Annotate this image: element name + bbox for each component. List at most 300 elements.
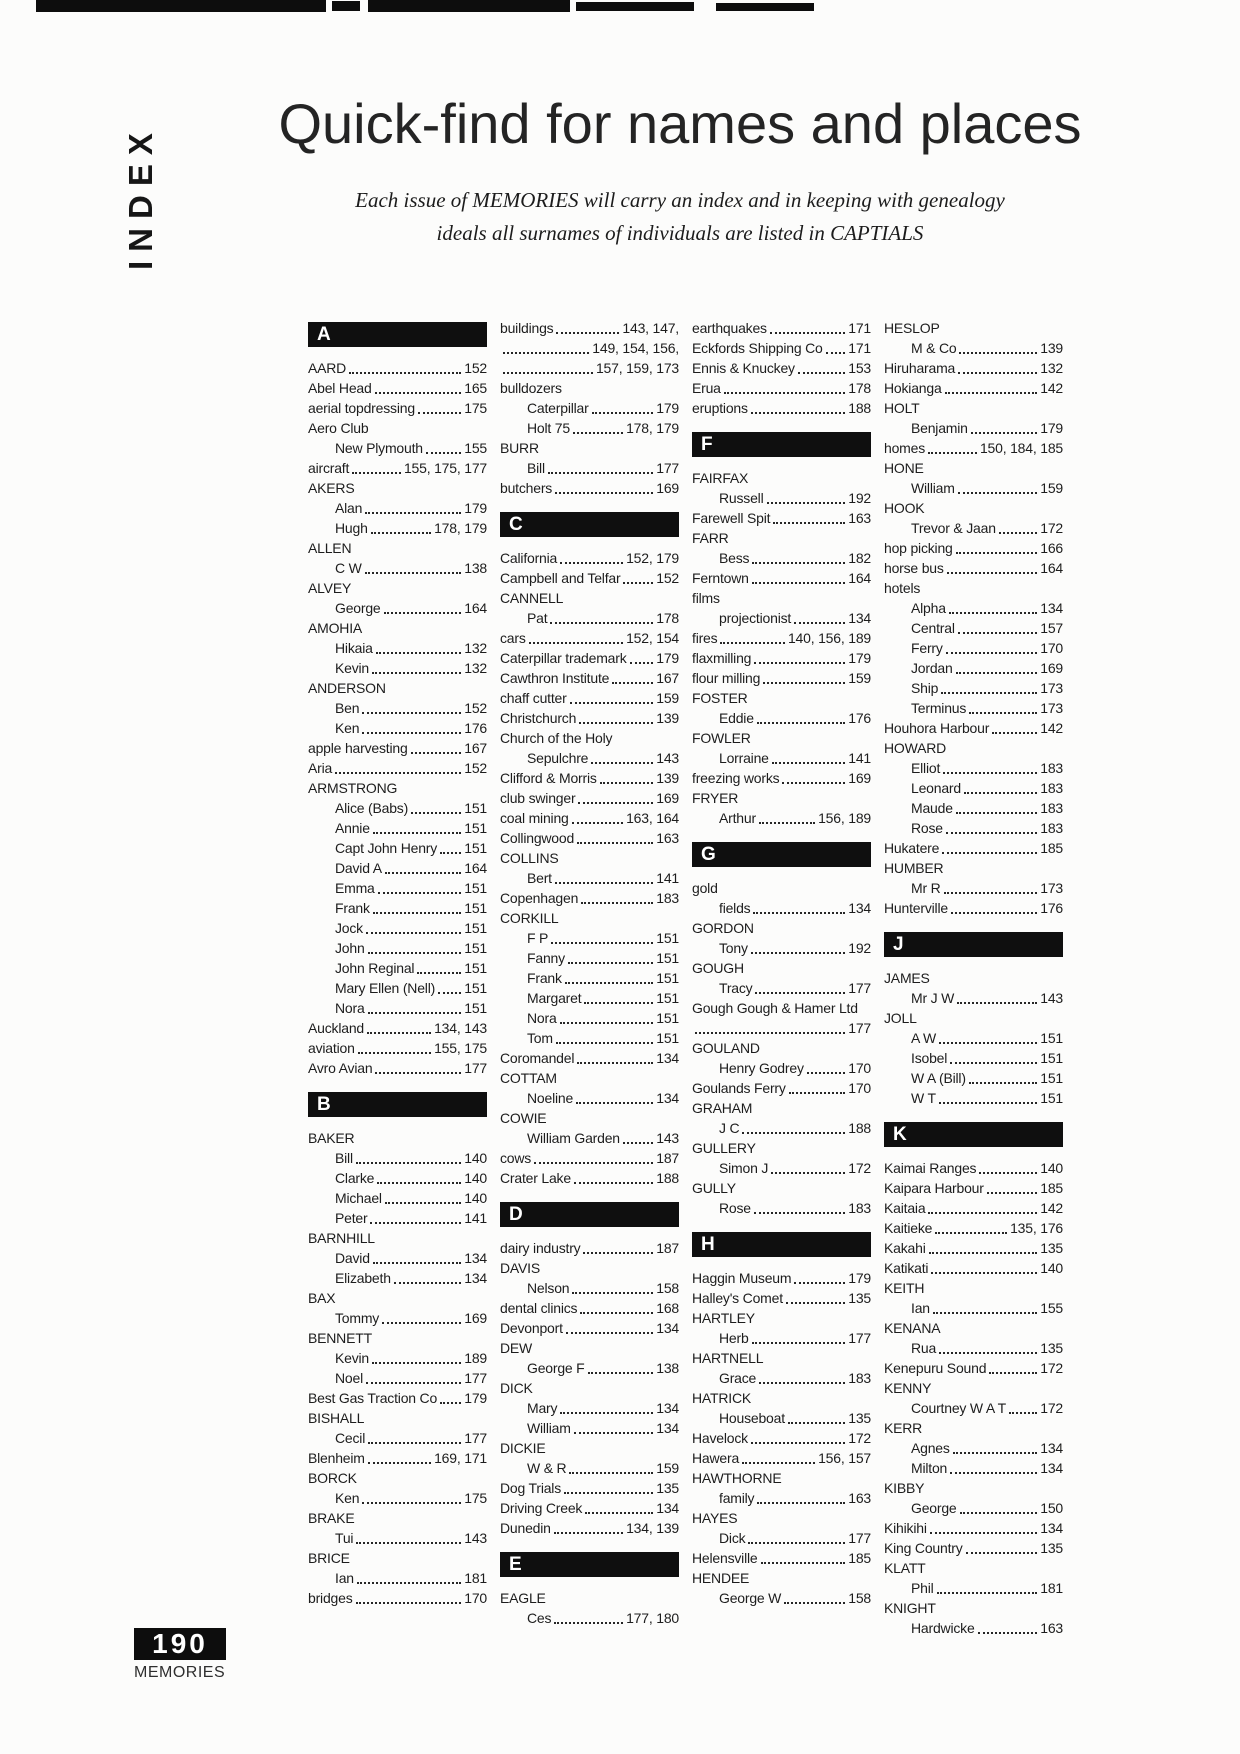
entry-pages: 178	[656, 610, 679, 626]
dot-leader	[928, 1212, 1037, 1214]
entry-label: Best Gas Traction Co	[308, 1390, 438, 1406]
dot-leader	[807, 1072, 845, 1074]
index-entry	[500, 1378, 679, 1398]
entry-pages: 134	[464, 1250, 487, 1266]
entry-pages: 138	[464, 560, 487, 576]
entry-pages: 178	[848, 380, 871, 396]
entry-label: hotels	[884, 580, 921, 596]
entry-pages: 163, 164	[626, 810, 679, 826]
index-entry	[884, 1598, 1063, 1618]
index-column	[308, 318, 487, 1638]
dot-leader	[503, 372, 593, 374]
entry-label: ARMSTRONG	[308, 780, 398, 796]
entry-pages: 179	[848, 1270, 871, 1286]
entry-pages: 168	[656, 1300, 679, 1316]
dot-leader	[794, 1282, 845, 1284]
entry-label: Herb	[719, 1330, 749, 1346]
entry-label: HOOK	[884, 500, 925, 516]
entry-pages: 179	[656, 650, 679, 666]
index-entry	[692, 878, 871, 898]
index-entry	[308, 558, 487, 578]
dot-leader	[588, 1372, 654, 1374]
entry-label: ALLEN	[308, 540, 352, 556]
index-entry	[500, 1458, 679, 1478]
index-entry	[884, 1358, 1063, 1378]
entry-pages: 188	[848, 1120, 871, 1136]
dot-leader	[373, 912, 461, 914]
index-entry	[884, 558, 1063, 578]
entry-label: Hikaia	[335, 640, 373, 656]
index-entry	[884, 598, 1063, 618]
dot-leader	[930, 1532, 1037, 1534]
index-entry	[500, 548, 679, 568]
index-entry	[692, 338, 871, 358]
entry-label: Kakahi	[884, 1240, 926, 1256]
index-entry	[308, 678, 487, 698]
index-entry	[500, 728, 679, 748]
entry-label: Rua	[911, 1340, 937, 1356]
index-entry	[500, 748, 679, 768]
entry-label: Bill	[527, 460, 545, 476]
index-entry	[692, 378, 871, 398]
entry-pages: 170	[1040, 640, 1063, 656]
entry-pages: 135	[848, 1290, 871, 1306]
section-header-a	[308, 322, 487, 347]
entry-pages: 134	[848, 900, 871, 916]
subtitle-line-2: ideals all surnames of individuals are listed in CAPTIALS	[436, 221, 924, 245]
entry-label: John Reginal	[335, 960, 415, 976]
entry-label: DAVIS	[500, 1260, 540, 1276]
dot-leader	[1009, 1412, 1037, 1414]
entry-pages: 158	[848, 1590, 871, 1606]
index-entry	[500, 648, 679, 668]
index-entry	[884, 1238, 1063, 1258]
index-entry	[500, 1148, 679, 1168]
index-entry	[692, 1408, 871, 1428]
dot-leader	[376, 652, 462, 654]
entry-pages: 132	[464, 640, 487, 656]
entry-label: HONE	[884, 460, 924, 476]
entry-pages: 179	[848, 650, 871, 666]
entry-label: homes	[884, 440, 926, 456]
index-entry	[884, 538, 1063, 558]
entry-label: Annie	[335, 820, 370, 836]
entry-label: BRAKE	[308, 1510, 355, 1526]
entry-pages: 176	[464, 720, 487, 736]
dot-leader	[761, 1562, 846, 1564]
dot-leader	[440, 852, 461, 854]
index-entry	[308, 1248, 487, 1268]
dot-leader	[378, 892, 462, 894]
index-entry	[884, 1158, 1063, 1178]
entry-pages: 155, 175, 177	[403, 460, 487, 476]
entry-label: Tracy	[719, 980, 753, 996]
entry-pages: 159	[656, 1460, 679, 1476]
dot-leader	[969, 712, 1037, 714]
dot-leader	[572, 822, 623, 824]
page-subtitle	[240, 184, 1120, 250]
top-decoration-bar	[716, 3, 814, 11]
index-entry	[500, 1498, 679, 1518]
index-entry	[884, 398, 1063, 418]
index-entry	[692, 1078, 871, 1098]
entry-pages: 152	[464, 700, 487, 716]
entry-label: AARD	[308, 360, 347, 376]
dot-leader	[939, 1042, 1037, 1044]
entry-pages: 178, 179	[434, 520, 487, 536]
index-entry	[692, 1098, 871, 1118]
index-entry	[500, 358, 679, 378]
entry-pages: 164	[464, 600, 487, 616]
entry-label: JAMES	[884, 970, 930, 986]
entry-pages: 135, 176	[1010, 1220, 1063, 1236]
dot-leader	[534, 1162, 653, 1164]
entry-pages: 151	[1040, 1090, 1063, 1106]
entry-label: Pat	[527, 610, 548, 626]
entry-label: Eddie	[719, 710, 754, 726]
entry-label: ANDERSON	[308, 680, 386, 696]
entry-pages: 151	[1040, 1030, 1063, 1046]
index-entry	[692, 1528, 871, 1548]
dot-leader	[375, 392, 462, 394]
index-entry	[500, 828, 679, 848]
dot-leader	[382, 1322, 461, 1324]
dot-leader	[786, 1302, 845, 1304]
index-entry	[692, 1018, 871, 1038]
index-entry	[692, 1138, 871, 1158]
index-entry	[692, 1348, 871, 1368]
entry-pages: 135	[656, 1480, 679, 1496]
dot-leader	[742, 1132, 845, 1134]
entry-pages: 177	[464, 1430, 487, 1446]
entry-pages: 139	[656, 710, 679, 726]
entry-pages: 163	[1040, 1620, 1063, 1636]
dot-leader	[978, 1632, 1038, 1634]
dot-leader	[950, 1062, 1037, 1064]
dot-leader	[600, 782, 654, 784]
entry-pages: 151	[464, 940, 487, 956]
entry-label: Michael	[335, 1190, 382, 1206]
index-entry	[884, 1218, 1063, 1238]
section-header-c	[500, 512, 679, 537]
entry-pages: 157	[1040, 620, 1063, 636]
index-entry	[884, 1478, 1063, 1498]
entry-label: DICKIE	[500, 1440, 546, 1456]
entry-pages: 155	[1040, 1300, 1063, 1316]
dot-leader	[949, 612, 1037, 614]
entry-label: AMOHIA	[308, 620, 363, 636]
index-entry	[308, 1168, 487, 1188]
index-entry	[500, 1258, 679, 1278]
index-entry	[884, 778, 1063, 798]
dot-leader	[960, 1512, 1038, 1514]
index-entry	[884, 898, 1063, 918]
index-entry	[692, 548, 871, 568]
dot-leader	[969, 1082, 1037, 1084]
index-entry	[884, 358, 1063, 378]
section-header-h	[692, 1232, 871, 1257]
entry-label: F P	[527, 930, 549, 946]
dot-leader	[375, 1072, 461, 1074]
entry-pages: 171	[848, 340, 871, 356]
entry-pages: 134	[656, 1500, 679, 1516]
index-entry	[500, 708, 679, 728]
index-entry	[692, 808, 871, 828]
dot-leader	[941, 692, 1037, 694]
entry-label: Clifford & Morris	[500, 770, 597, 786]
dot-leader	[585, 1512, 653, 1514]
dot-leader	[953, 1452, 1038, 1454]
entry-pages: 140	[464, 1150, 487, 1166]
index-entry	[500, 1608, 679, 1628]
index-entry	[692, 958, 871, 978]
index-entry	[308, 1508, 487, 1528]
index-entry	[308, 1408, 487, 1428]
entry-pages: 185	[848, 1550, 871, 1566]
index-entry	[884, 1198, 1063, 1218]
index-entry	[308, 1208, 487, 1228]
entry-label: BISHALL	[308, 1410, 365, 1426]
index-entry	[308, 1038, 487, 1058]
index-entry	[884, 1418, 1063, 1438]
entry-pages: 151	[464, 920, 487, 936]
entry-pages: 140	[1040, 1260, 1063, 1276]
index-entry	[308, 858, 487, 878]
entry-label: HAYES	[692, 1510, 738, 1526]
index-entry	[692, 728, 871, 748]
dot-leader	[551, 942, 653, 944]
entry-label: KEITH	[884, 1280, 925, 1296]
index-entry	[692, 788, 871, 808]
dot-leader	[999, 532, 1037, 534]
entry-label: Tony	[719, 940, 748, 956]
dot-leader	[555, 882, 653, 884]
dot-leader	[971, 432, 1037, 434]
dot-leader	[695, 1032, 845, 1034]
entry-label: projectionist	[719, 610, 792, 626]
dot-leader	[623, 582, 653, 584]
entry-label: George W	[719, 1590, 782, 1606]
entry-label: Jordan	[911, 660, 953, 676]
entry-pages: 143, 147,	[622, 320, 679, 336]
section-letter: C	[509, 513, 524, 535]
entry-label: W & R	[527, 1460, 567, 1476]
index-entry	[884, 1618, 1063, 1638]
index-entry	[692, 468, 871, 488]
entry-pages: 155, 175	[434, 1040, 487, 1056]
entry-label: George	[335, 600, 381, 616]
index-entry	[500, 1238, 679, 1258]
entry-label: GOUGH	[692, 960, 744, 976]
entry-label: Maude	[911, 800, 953, 816]
entry-pages: 143	[464, 1530, 487, 1546]
entry-label: Fanny	[527, 950, 565, 966]
index-entry	[884, 338, 1063, 358]
dot-leader	[623, 1142, 653, 1144]
dot-leader	[724, 392, 845, 394]
entry-label: Campbell and Telfar	[500, 570, 621, 586]
entry-pages: 152	[656, 570, 679, 586]
dot-leader	[578, 802, 653, 804]
index-columns	[308, 318, 1064, 1638]
entry-pages: 143	[656, 1130, 679, 1146]
entry-pages: 177	[464, 1060, 487, 1076]
index-entry	[308, 1588, 487, 1608]
entry-label: Russell	[719, 490, 764, 506]
index-entry	[308, 818, 487, 838]
index-entry	[308, 718, 487, 738]
page-footer	[134, 1628, 254, 1682]
entry-label: George	[911, 1500, 957, 1516]
entry-pages: 151	[464, 800, 487, 816]
index-entry	[308, 638, 487, 658]
index-entry	[692, 1308, 871, 1328]
entry-pages: 164	[464, 860, 487, 876]
entry-label: BENNETT	[308, 1330, 372, 1346]
dot-leader	[368, 952, 462, 954]
magazine-name: MEMORIES	[134, 1664, 226, 1681]
entry-label: aircraft	[308, 460, 350, 476]
dot-leader	[579, 722, 653, 724]
entry-pages: 134	[1040, 600, 1063, 616]
index-entry	[308, 618, 487, 638]
index-entry	[308, 978, 487, 998]
entry-pages: 134, 139	[626, 1520, 679, 1536]
index-entry	[500, 1048, 679, 1068]
index-entry	[692, 1568, 871, 1588]
entry-label: Christchurch	[500, 710, 577, 726]
dot-leader	[555, 492, 653, 494]
entry-label: Grace	[719, 1370, 757, 1386]
entry-label: HUMBER	[884, 860, 944, 876]
entry-pages: 183	[1040, 820, 1063, 836]
entry-label: family	[719, 1490, 755, 1506]
entry-label: Ben	[335, 700, 360, 716]
entry-label: Milton	[911, 1460, 948, 1476]
entry-label: Haggin Museum	[692, 1270, 792, 1286]
dot-leader	[566, 1332, 653, 1334]
entry-label: Blenheim	[308, 1450, 365, 1466]
section-letter: A	[317, 323, 332, 345]
entry-label: Jock	[335, 920, 363, 936]
entry-label: CANNELL	[500, 590, 564, 606]
entry-label: Hiruharama	[884, 360, 956, 376]
entry-label: Rose	[911, 820, 943, 836]
dot-leader	[367, 1032, 431, 1034]
index-entry	[692, 568, 871, 588]
index-entry	[692, 898, 871, 918]
index-entry	[692, 998, 871, 1018]
entry-pages: 187	[656, 1240, 679, 1256]
entry-pages: 140, 156, 189	[787, 630, 871, 646]
index-entry	[500, 908, 679, 928]
dot-leader	[556, 1042, 653, 1044]
entry-label: Ian	[335, 1570, 354, 1586]
dot-leader	[362, 712, 461, 714]
index-entry	[884, 478, 1063, 498]
entry-label: flaxmilling	[692, 650, 752, 666]
index-column	[500, 318, 679, 1638]
entry-label: KENNY	[884, 1380, 932, 1396]
index-column	[884, 318, 1063, 1638]
entry-pages: 179	[656, 400, 679, 416]
index-entry	[308, 1528, 487, 1548]
dot-leader	[771, 1172, 845, 1174]
entry-label: FAIRFAX	[692, 470, 749, 486]
entry-label: Ship	[911, 680, 939, 696]
index-entry	[500, 1008, 679, 1028]
dot-leader	[568, 962, 653, 964]
index-entry	[692, 528, 871, 548]
entry-pages: 139	[656, 770, 679, 786]
index-entry	[884, 1088, 1063, 1108]
index-entry	[500, 768, 679, 788]
entry-pages: 152	[464, 760, 487, 776]
entry-label: EAGLE	[500, 1590, 546, 1606]
index-entry	[692, 1488, 871, 1508]
index-entry	[884, 1518, 1063, 1538]
dot-leader	[943, 772, 1037, 774]
index-entry	[308, 1468, 487, 1488]
entry-pages: 179	[464, 1390, 487, 1406]
section-letter: K	[893, 1123, 908, 1145]
index-entry	[884, 578, 1063, 598]
entry-pages: 151	[656, 950, 679, 966]
entry-pages: 169	[1040, 660, 1063, 676]
index-entry	[692, 318, 871, 338]
entry-label: Halley's Comet	[692, 1290, 783, 1306]
dot-leader	[959, 352, 1037, 354]
dot-leader	[992, 732, 1037, 734]
entry-label: HOWARD	[884, 740, 947, 756]
entry-label: films	[692, 590, 720, 606]
entry-label: DEW	[500, 1340, 533, 1356]
entry-pages: 169	[656, 480, 679, 496]
entry-pages: 185	[1040, 1180, 1063, 1196]
index-entry	[500, 338, 679, 358]
dot-leader	[569, 1472, 653, 1474]
entry-label: Frank	[335, 900, 370, 916]
index-entry	[308, 758, 487, 778]
index-entry	[500, 868, 679, 888]
dot-leader	[751, 1442, 845, 1444]
dot-leader	[944, 892, 1038, 894]
entry-label: W T	[911, 1090, 936, 1106]
entry-label: FARR	[692, 530, 729, 546]
entry-pages: 163	[656, 830, 679, 846]
entry-label: Isobel	[911, 1050, 948, 1066]
entry-label: Kaipara Harbour	[884, 1180, 984, 1196]
dot-leader	[942, 852, 1037, 854]
entry-label: William Garden	[527, 1130, 620, 1146]
entry-pages: 175	[464, 400, 487, 416]
entry-label: cows	[500, 1150, 532, 1166]
index-entry	[692, 1468, 871, 1488]
entry-pages: 142	[1040, 1200, 1063, 1216]
entry-pages: 151	[1040, 1050, 1063, 1066]
entry-label: COWIE	[500, 1110, 547, 1126]
entry-label: HARTLEY	[692, 1310, 755, 1326]
dot-leader	[929, 1252, 1038, 1254]
entry-pages: 189	[464, 1350, 487, 1366]
entry-pages: 142	[1040, 720, 1063, 736]
entry-pages: 169	[656, 790, 679, 806]
index-entry	[308, 1018, 487, 1038]
index-entry	[692, 508, 871, 528]
entry-label: chaff cutter	[500, 690, 567, 706]
entry-label: Driving Creek	[500, 1500, 583, 1516]
index-entry	[884, 1338, 1063, 1358]
